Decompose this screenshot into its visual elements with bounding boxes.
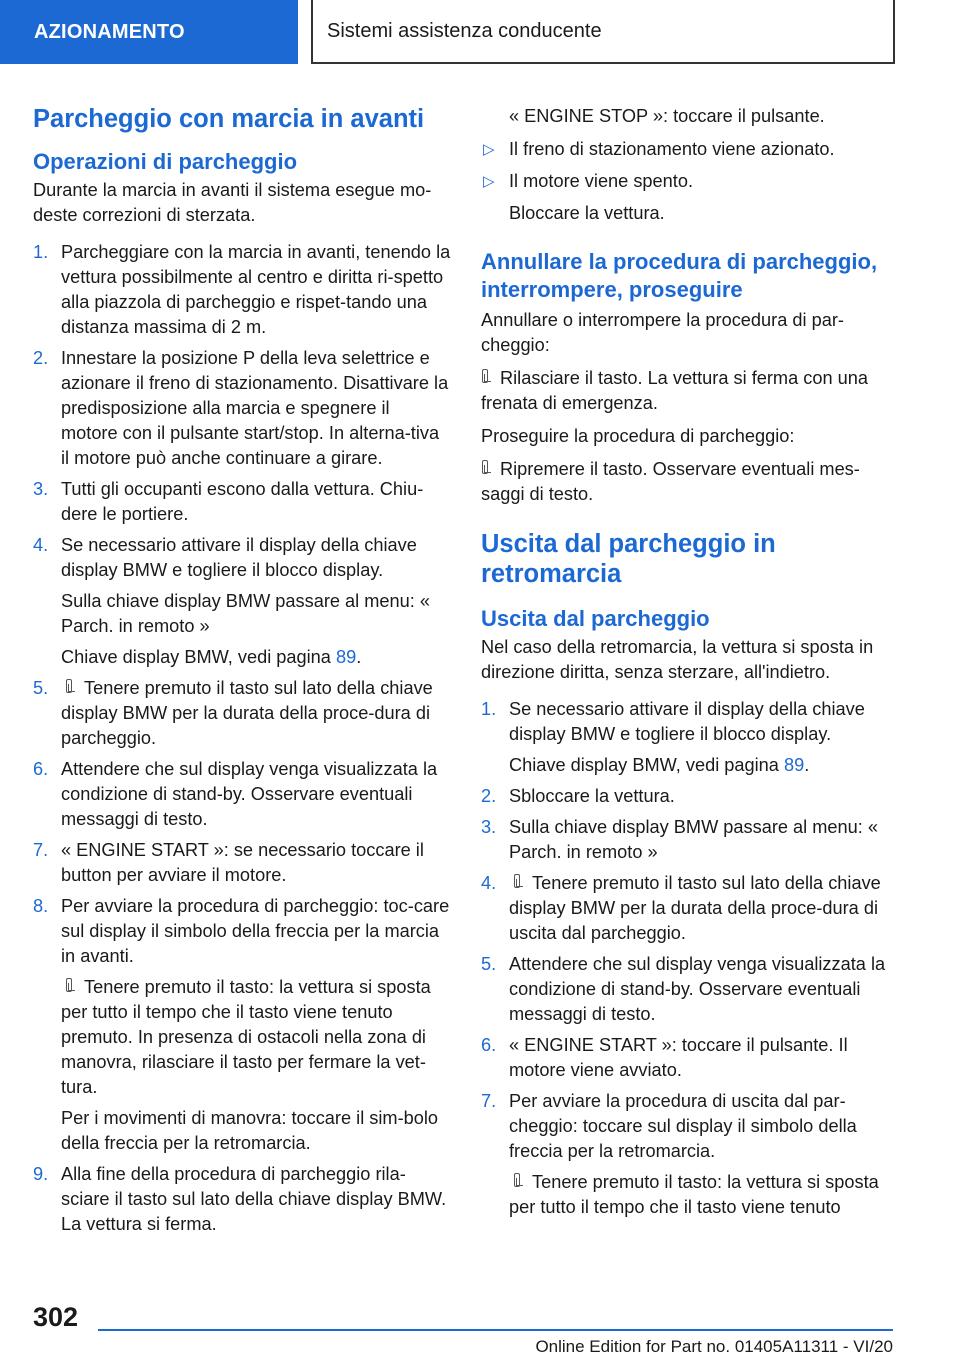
step-number: 7.	[481, 1091, 497, 1111]
left-column	[33, 100, 451, 1243]
list-item	[481, 952, 901, 1027]
right-column	[481, 104, 901, 1226]
result-text: Il freno di stazionamento viene azionato.	[509, 139, 835, 159]
result-arrow-icon: ▷	[483, 173, 495, 190]
step-8-manoeuvre-note: Per i movimenti di manovra: toccare il sim-bolo della freccia per la retromarcia.	[61, 1108, 439, 1153]
note-text: Tenere premuto il tasto: la vettura si sposta per tutto il tempo che il tasto viene tenuto	[509, 1172, 879, 1217]
continue-intro: Proseguire la procedura di parcheggio:	[481, 426, 795, 446]
step-number: 5.	[481, 954, 497, 974]
step-text: Innestare la posizione P della leva selettrice e azionare il freno di stazionamento. Disattivare la predisposizione alla marcia e spegnere il motore con il pulsante start/stop. In alterna-tiva il motore può anche continuare a girare.	[61, 348, 449, 468]
list-item	[33, 894, 451, 969]
step-number: 6.	[481, 1035, 497, 1055]
step-text: Se necessario attivare il display della chiave display BMW e togliere il blocco display.	[61, 535, 417, 580]
lock-vehicle-instruction: Bloccare la vettura.	[509, 203, 665, 223]
key-button-icon	[481, 369, 490, 386]
step-number: 1.	[481, 699, 497, 719]
step-text: Per avviare la procedura di uscita dal par-cheggio: toccare sul display il simbolo della freccia per la retromarcia.	[509, 1091, 857, 1161]
key-button-icon	[65, 978, 74, 995]
intro-paragraph: Durante la marcia in avanti il sistema esegue mo-deste correzioni di sterzata.	[33, 180, 432, 225]
exit-intro: Nel caso della retromarcia, la vettura si sposta in direzione diritta, senza sterzare, all'indietro.	[481, 637, 874, 682]
step-8-hold-note	[33, 975, 451, 1100]
step-text: Parcheggiare con la marcia in avanti, tenendo la vettura possibilmente al centro e diritta ri-spetto alla piazzola di parcheggio e rispet-tando una distanza massima di 2 m.	[61, 242, 451, 337]
step-text: Se necessario attivare il display della chiave display BMW e togliere il blocco display.	[509, 699, 865, 744]
list-item	[481, 697, 901, 747]
key-button-icon	[481, 460, 490, 477]
step-number: 5.	[33, 678, 49, 698]
step-number: 3.	[481, 817, 497, 837]
subtitle-exit-parking: Uscita dal parcheggio	[481, 606, 710, 631]
page-link-89[interactable]: 89	[335, 647, 357, 667]
section-title-reverse-exit: Uscita dal parcheggio in retromarcia	[481, 530, 776, 588]
list-item	[481, 1033, 901, 1083]
step-number: 1.	[33, 242, 49, 262]
step-number: 4.	[481, 873, 497, 893]
step-text: Sbloccare la vettura.	[509, 786, 675, 806]
step-number: 7.	[33, 840, 49, 860]
step-7-hold-note	[481, 1170, 901, 1220]
step-text: Tenere premuto il tasto sul lato della chiave display BMW per la durata della proce-dura di parcheggio.	[61, 678, 433, 748]
result-text: Il motore viene spento.	[509, 171, 693, 191]
result-item	[481, 137, 901, 162]
step-number: 9.	[33, 1164, 49, 1184]
note-text: Rilasciare il tasto. La vettura si ferma con una frenata di emergenza.	[481, 368, 868, 413]
note-text: Ripremere il tasto. Osservare eventuali mes-saggi di testo.	[481, 459, 860, 504]
list-item	[481, 871, 901, 946]
step-number: 6.	[33, 759, 49, 779]
reference-punct: .	[356, 647, 362, 667]
page-link-89[interactable]: 89	[783, 755, 805, 775]
list-item	[33, 533, 451, 583]
step-text: Tutti gli occupanti escono dalla vettura. Chiu-dere le portiere.	[61, 479, 424, 524]
engine-stop-instruction: « ENGINE STOP »: toccare il pulsante.	[509, 106, 825, 126]
step-text: Sulla chiave display BMW passare al menu: « Parch. in remoto »	[509, 817, 878, 862]
page-number: 302	[33, 1302, 79, 1332]
step-text: « ENGINE START »: toccare il pulsante. Il motore viene avviato.	[509, 1035, 848, 1080]
list-item	[33, 240, 451, 340]
step-1-page-reference	[481, 753, 901, 778]
section-title-forward-parking: Parcheggio con marcia in avanti	[33, 105, 425, 133]
list-item	[33, 838, 451, 888]
step-number: 2.	[33, 348, 49, 368]
step-number: 8.	[33, 896, 49, 916]
step-number: 3.	[33, 479, 49, 499]
step-4-page-reference	[33, 645, 451, 670]
reference-text: Chiave display BMW, vedi pagina	[509, 755, 784, 775]
list-item	[481, 815, 901, 865]
step-text: « ENGINE START »: se necessario toccare il button per avviare il motore.	[61, 840, 424, 885]
step-text: Tenere premuto il tasto sul lato della chiave display BMW per la durata della proce-dura di uscita dal parcheggio.	[509, 873, 881, 943]
result-item	[481, 169, 901, 194]
list-item	[481, 784, 901, 809]
result-arrow-icon: ▷	[483, 141, 495, 158]
list-item	[33, 1162, 451, 1237]
step-text: Attendere che sul display venga visualizzata la condizione di stand-by. Osservare eventuali messaggi di testo.	[509, 954, 886, 1024]
list-item	[33, 346, 451, 471]
step-text: Per avviare la procedura di parcheggio: toc-care sul display il simbolo della freccia per la marcia in avanti.	[61, 896, 450, 966]
list-item	[33, 757, 451, 832]
key-button-icon	[513, 1173, 522, 1190]
step-number: 4.	[33, 535, 49, 555]
subtitle-parking-operations: Operazioni di parcheggio	[33, 149, 298, 174]
list-item	[481, 1089, 901, 1164]
continue-press-note	[481, 457, 901, 507]
reference-punct: .	[804, 755, 810, 775]
list-item	[33, 477, 451, 527]
step-text: Alla fine della procedura di parcheggio rila-sciare il tasto sul lato della chiave display BMW. La vettura si ferma.	[61, 1164, 447, 1234]
edition-note: Online Edition for Part no. 01405A11311 - VI/20	[535, 1337, 893, 1356]
step-text: Attendere che sul display venga visualizzata la condizione di stand-by. Osservare eventuali messaggi di testo.	[61, 759, 438, 829]
subtitle-cancel-procedure: Annullare la procedura di parcheggio, interrompere, proseguire	[481, 249, 878, 302]
cancel-intro: Annullare o interrompere la procedura di par-cheggio:	[481, 310, 844, 355]
note-text: Tenere premuto il tasto: la vettura si sposta per tutto il tempo che il tasto viene tenuto premuto. In presenza di ostacoli nella zona di manovra, rilasciare il tasto per fermare la vet-tura.	[61, 977, 431, 1097]
list-item	[33, 676, 451, 751]
chapter-title: Sistemi assistenza conducente	[311, 0, 895, 64]
key-button-icon	[513, 874, 522, 891]
footer-divider	[98, 1329, 893, 1331]
step-4-menu-note: Sulla chiave display BMW passare al menu: « Parch. in remoto »	[61, 591, 430, 636]
step-number: 2.	[481, 786, 497, 806]
cancel-release-note	[481, 366, 901, 416]
key-button-icon	[65, 679, 74, 696]
section-tab: AZIONAMENTO	[0, 0, 298, 64]
reference-text: Chiave display BMW, vedi pagina	[61, 647, 336, 667]
